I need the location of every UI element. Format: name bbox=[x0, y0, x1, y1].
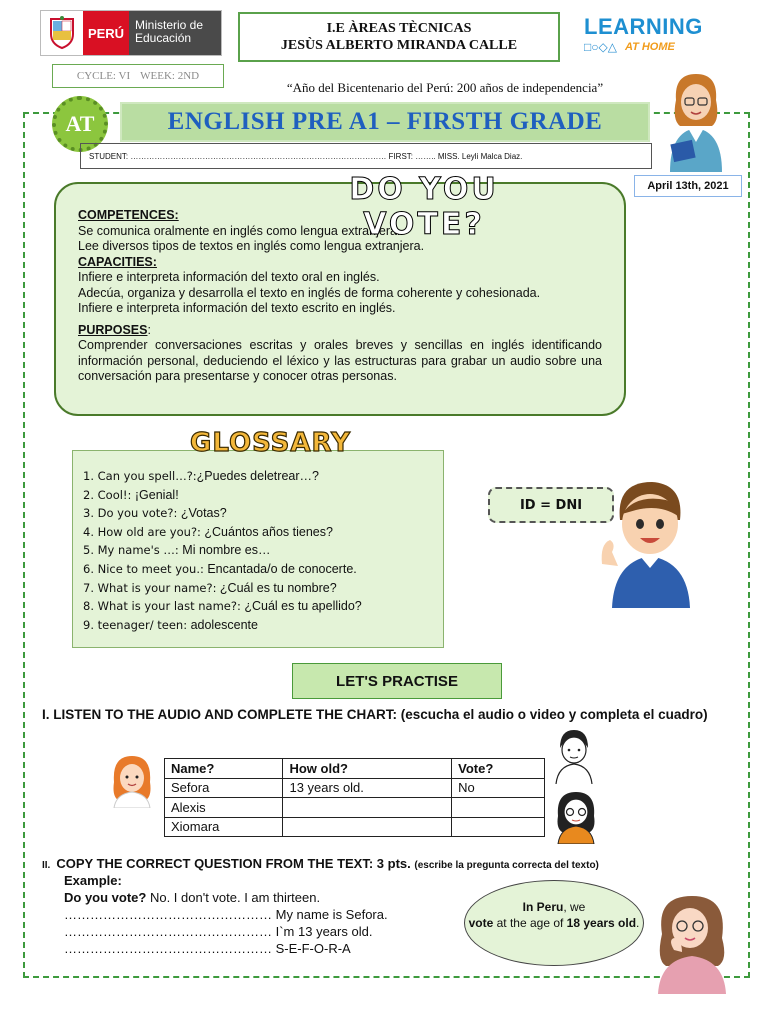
year-motto: “Año del Bicentenario del Perú: 200 años de independencia” bbox=[286, 80, 604, 95]
learning-text: LEARNING bbox=[584, 14, 703, 39]
capacity-2: Adecúa, organiza y desarrolla el texto en inglés de forma coherente y cohesionada. bbox=[78, 285, 541, 300]
lets-practise-banner: LET'S PRACTISE bbox=[292, 663, 502, 699]
school-line-1: I.E ÀREAS TÈCNICAS bbox=[326, 21, 472, 36]
speech-bubble bbox=[464, 880, 644, 966]
table-row bbox=[165, 778, 545, 798]
glossary-item: 3. Do you vote?: ¿Votas? bbox=[83, 506, 227, 521]
competences-heading: COMPETENCES: bbox=[78, 208, 179, 222]
id-note-box: ID = DNI bbox=[488, 487, 614, 523]
boy-sketch-icon bbox=[552, 726, 596, 784]
boy-illustration-icon bbox=[596, 474, 696, 608]
table-cell-blank[interactable] bbox=[283, 798, 452, 818]
table-cell: Xiomara bbox=[165, 817, 283, 837]
answer-line[interactable]: ………………………………………… S-E-F-O-R-A bbox=[64, 941, 351, 956]
header-how-old: How old? bbox=[283, 759, 452, 779]
glossary-item: 9. teenager/ teen: adolescente bbox=[83, 617, 258, 632]
section-2-note: (escribe la pregunta correcta del texto) bbox=[414, 860, 599, 871]
bubble-word: , we bbox=[563, 900, 586, 914]
table-row bbox=[165, 798, 545, 818]
capacities-heading: CAPACITIES: bbox=[78, 254, 157, 269]
gear-logo-icon: AT bbox=[52, 96, 108, 152]
student-line[interactable]: STUDENT: …………………………………………………………………………………… FIRST: …….. MISS. Leyli Malca Diaz. bbox=[80, 143, 652, 169]
table-cell-blank[interactable] bbox=[452, 798, 545, 818]
example-question: Do you vote? bbox=[64, 890, 147, 905]
course-banner: ENGLISH PRE A1 – FIRSTH GRADE bbox=[120, 102, 650, 142]
school-name-box bbox=[238, 12, 560, 62]
answer-line[interactable]: ………………………………………… I`m 13 years old. bbox=[64, 924, 373, 939]
glossary-item: 4. How old are you?: ¿Cuántos años tienes? bbox=[83, 524, 333, 539]
glossary-item: 1. Can you spell…?:¿Puedes deletrear…? bbox=[83, 469, 319, 483]
glossary-item: 2. Cool!: ¡Genial! bbox=[83, 487, 179, 502]
at-home-text: AT HOME bbox=[624, 41, 675, 53]
table-cell: Alexis bbox=[165, 798, 283, 818]
table-cell-blank[interactable] bbox=[452, 817, 545, 837]
table-cell: Sefora bbox=[165, 778, 283, 798]
bubble-word: . bbox=[636, 916, 640, 930]
answer-line[interactable]: ………………………………………… My name is Sefora. bbox=[64, 907, 388, 922]
table-header-row bbox=[165, 759, 545, 779]
girl-thinking-icon bbox=[648, 890, 734, 994]
section-2-number: II. bbox=[42, 860, 51, 871]
school-line-2: JESÙS ALBERTO MIRANDA CALLE bbox=[280, 38, 518, 53]
glossary-item: 5. My name's …: Mi nombre es… bbox=[83, 543, 271, 558]
purpose-text: Comprender conversaciones escritas y orales breves y sencillas en inglés identificando información personal, deduciendo el léxico y las estructuras para grabar un audio sobre una conversación para presentarse y conocer otras personas. bbox=[78, 338, 602, 383]
header-vote: Vote? bbox=[452, 759, 545, 779]
learning-at-home-logo bbox=[584, 14, 714, 60]
example-answer: No. I don't vote. I am thirteen. bbox=[146, 890, 321, 905]
week-label: WEEK: 2ND bbox=[140, 70, 200, 82]
bubble-word: at the age of bbox=[493, 916, 567, 930]
shapes-icon: □○◇△ bbox=[584, 40, 617, 54]
header-name: Name? bbox=[165, 759, 283, 779]
table-row bbox=[165, 817, 545, 837]
coat-of-arms-icon bbox=[41, 11, 83, 55]
capacity-3: Infiere e interpreta información del texto escrito en inglés. bbox=[78, 301, 396, 315]
example-block bbox=[64, 872, 464, 957]
cycle-label: CYCLE: VI bbox=[76, 70, 131, 82]
glossary-title: GLOSSARY bbox=[190, 428, 351, 458]
bubble-word: In bbox=[522, 900, 534, 914]
purposes-heading: PURPOSES bbox=[78, 322, 148, 337]
glossary-item: 6. Nice to meet you.: Encantada/o de conocerte. bbox=[83, 561, 357, 576]
section-1-instruction: I. LISTEN TO THE AUDIO AND COMPLETE THE CHART: (escucha el audio o video y completa el cuadro) bbox=[42, 707, 708, 722]
cycle-week-box bbox=[52, 64, 224, 88]
glossary-item: 8. What is your last name?: ¿Cuál es tu apellido? bbox=[83, 599, 362, 614]
teacher-illustration-icon bbox=[654, 70, 736, 172]
table-cell: No bbox=[452, 778, 545, 798]
girl-glasses-icon bbox=[552, 788, 600, 844]
ministry-label: Ministerio de Educación bbox=[129, 11, 221, 55]
competences-box: COMPETENCES: Se comunica oralmente en inglés como lengua extranjera. Lee diversos tipos de textos en inglés como lengua extranjera. CAPACITIES: Infiere e interpreta información del texto oral en inglés. Adecúa, organiza y desarrolla el texto en inglés de forma coherente y cohesionada. Infiere e interpreta información del texto escrito en inglés. PURPOSES: Comprender conversaciones escritas y orales breves y sencillas en inglés identificando información personal, deduciendo el léxico y las estructuras para grabar un audio sobre una conversación para presentarse y conocer otras personas. bbox=[54, 182, 626, 416]
bubble-word: vote bbox=[468, 916, 494, 930]
table-cell-blank[interactable] bbox=[283, 817, 452, 837]
example-label: Example: bbox=[64, 873, 122, 888]
capacity-1: Infiere e interpreta información del texto oral en inglés. bbox=[78, 270, 380, 284]
glossary-box bbox=[72, 450, 444, 648]
page-title: DO YOU VOTE? bbox=[349, 172, 499, 242]
bubble-word: 18 years old bbox=[566, 916, 637, 930]
date-box: April 13th, 2021 bbox=[634, 175, 742, 197]
glossary-item: 7. What is your name?: ¿Cuál es tu nombre? bbox=[83, 580, 337, 595]
peru-label: PERÚ bbox=[83, 11, 129, 55]
girl-red-hair-icon bbox=[106, 752, 158, 808]
ministry-logo bbox=[40, 10, 222, 56]
competence-1: Se comunica oralmente en inglés como lengua extranjera. bbox=[78, 223, 401, 238]
section-2-title: COPY THE CORRECT QUESTION FROM THE TEXT: 3 pts. bbox=[56, 856, 411, 871]
competence-2: Lee diversos tipos de textos en inglés como lengua extranjera. bbox=[78, 239, 425, 253]
bubble-word: Peru bbox=[536, 900, 564, 914]
listening-chart bbox=[164, 758, 545, 837]
table-cell: 13 years old. bbox=[283, 778, 452, 798]
